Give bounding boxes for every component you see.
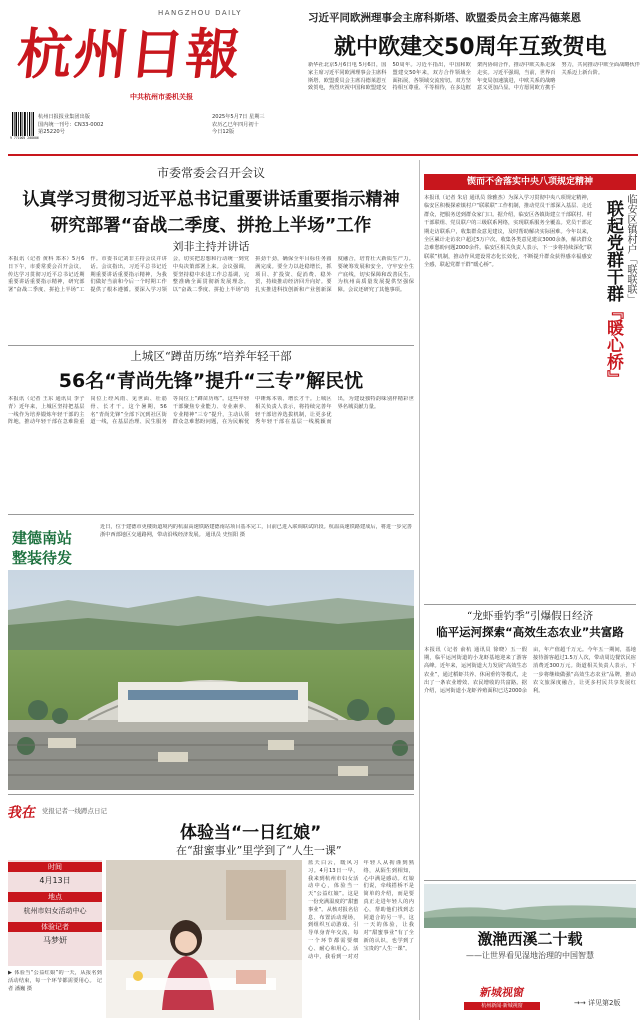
promo-subhead: ——让世界看见湿地治理的中国智慧: [466, 951, 594, 960]
top-news-kicker: 习近平同欧洲理事会主席科斯塔、欧盟委员会主席冯德莱恩: [308, 12, 581, 24]
story1-headline-line2: 研究部署“奋战二季度、拼抢上半场”工作: [50, 216, 372, 236]
edition-info: [38, 114, 120, 137]
photo1-title-line2: 整装待发: [12, 549, 73, 567]
info-value-place: 杭州市妇女活动中心: [23, 907, 87, 915]
info-panel: [8, 860, 102, 966]
story1-kicker: 市委常委会召开会议: [156, 166, 265, 180]
promo-headline: 激滟西溪二十载: [477, 930, 583, 948]
caption-arrow-icon: ▶: [8, 970, 13, 976]
info-row-place: [8, 892, 102, 920]
photo1-title-line1: 建德南站: [12, 529, 73, 547]
divider-2: [8, 514, 414, 515]
right-banner: 锲而不舍落实中央八项规定精神: [424, 174, 636, 190]
matchmaker-photo: [106, 860, 302, 1018]
edition-cn: 国内统一刊号：CN33-0002: [38, 121, 104, 128]
diary-photo-caption: [8, 970, 102, 1018]
promo-page-ref: 详见第2版: [587, 999, 621, 1007]
barcode-digits: 9 771005 208006: [10, 136, 39, 140]
story2-body: 本报讯（记者 王东 通讯员 李子青）近年来，上城区坚持把基层一线作为培养锻炼年轻干部的主阵地，推动年轻干部在急难险重岗位上经风雨、见世面、壮筋骨、长才干。这个暑期，56名“青尚先锋”全部下沉到社区街道一线，在基层治理、民生服务等岗位上“蹲苗历练”。这些年轻干部聚焦专业能力、专业素养、专业精神“三专”提升，主动认领群众急难愁盼问题，在为民解忧中锤炼本领、增长才干。上城区相关负责人表示，将持续完善年轻干部培养选拔机制，让更多优秀年轻干部在基层一线脱颖而出，为建设独特韵味别样精彩世界名城贡献力量。: [8, 396, 414, 426]
photo-story-jiande: [8, 518, 414, 790]
lunar-date: 农历乙巳年四月初十: [212, 121, 259, 128]
double-arrow-icon: →→: [574, 999, 586, 1007]
story-standing-committee: [8, 160, 414, 342]
story3-kicker: “龙虾垂钓季”引爆假日经济: [466, 610, 594, 622]
top-news: [308, 0, 640, 152]
divider-3: [8, 794, 414, 795]
linan-body: 本报讯（记者 朱启 通讯员 徐雅杰）为深入学习贯彻中央八项规定精神，临安区积极探索镇村户“联联联”工作机制，推动党员干部深入基层、走近群众，把服务送到群众家门口。据介绍，临安区各镇街建立干部联村、村干部联组、党员联户的三级联系网络，实现联系服务全覆盖。党员干部定期走访联系户，收集群众意见建议，及时帮助解决实际困难。今年以来，全区累计走访农户超过5万户次，收集各类意见建议3000余条，解决群众急难愁盼问题2000余件。临安区相关负责人表示，下一步将持续深化“联联联”机制，推动作风建设常态化长效化，不断提升群众获得感幸福感安全感，联起党群干群“暖心桥”。: [424, 195, 592, 269]
photo1-caption: 近日，位于建德市更楼街道境内的杭温高速铁路建德南站项目基本完工，目前已进入联调联试阶段。杭温高速铁路建成后，将进一步完善浙中西部地区交通路网，带动沿线经济发展。 通讯员 史恒阳 摄: [100, 524, 412, 538]
column-divider: [419, 160, 420, 1020]
edition-publisher: 杭州日报报业集团出版: [38, 114, 90, 120]
xixi-photo: [424, 884, 636, 928]
diary-caption-text: 体验当“公益红娘”的一天，从报名到活动结束，每一个环节都需要用心。 记者 潘巍 摄: [8, 970, 102, 992]
top-news-headline: 就中欧建交50周年互致贺电: [334, 35, 607, 60]
promo-page-link[interactable]: [574, 998, 636, 1008]
linan-headline-part2: 『暖心桥』: [603, 302, 623, 387]
promo-xixi: [424, 884, 636, 1020]
linan-headline-part1: 联起党群干群: [603, 200, 623, 302]
story4-body: 蓝天白云，暖风习习。4月13日一早，我来到杭州市妇女活动中心，体验当一天“公益红娘”。这是一份充满温度的“甜蜜事业”。从核对报名信息、布置活动现场，到组织互动游戏、引导单身青年交流，每一个环节都需要细心、耐心和用心。活动中，我看到一对对年轻人从拘谨到熟络，从陌生到相知，心中满是感动。红娘们说，牵线搭桥不是简单的介绍，而是要真正走进年轻人的内心，帮助他们找到志同道合的另一半。这一天的体验，让我对“甜蜜事业”有了全新的认识，也学到了宝贵的“人生一课”。: [308, 860, 414, 960]
story1-body: 本报讯（记者 黄科 郑本）5月6日下午，市委常委会召开会议，传达学习贯彻习近平总书记近期重要讲话重要指示精神，研究部署“奋战二季度、拼抢上半场”工作。市委书记刘非主持会议并讲话。会议指出，习近平总书记近期重要讲话重要指示精神，为我们做好当前和今后一个时期工作提供了根本遵循。要深入学习领会，切实把思想和行动统一到党中央决策部署上来。会议强调，要坚持稳中求进工作总基调，完整准确全面贯彻新发展理念，以“奋战二季度、拼抢上半场”的拼劲干劲，确保全年目标任务圆满完成。要全力以赴稳增长，抓项目、扩投资、促消费、稳外贸，持续推动经济回升向好。要扎实推进科技创新和产业创新深度融合，培育壮大新质生产力。要统筹发展和安全，守牢安全生产底线，切实保障和改善民生，为杭州高质量发展提供坚强保障。会议还研究了其他事项。: [8, 256, 414, 294]
story-matchmaker-diary: [8, 798, 414, 1020]
story4-headline: 体验当“一日红娘”: [180, 823, 322, 843]
divider-1: [8, 345, 414, 346]
date-block: [212, 114, 302, 137]
linan-headline: [598, 200, 622, 387]
date: 2025年5月7日 星期三: [212, 114, 265, 120]
info-value-time: 4月13日: [39, 876, 71, 885]
story1-headline-line1: 认真学习贯彻习近平总书记重要讲话重要指示精神: [22, 190, 400, 210]
top-news-body: 新华社北京5月6日电 5月6日，国家主席习近平同欧洲理事会主席科斯塔、欧盟委员会主席冯德莱恩互致贺电，热烈庆祝中国和欧盟建交50周年。习近平指出，中国和欧盟建交50年来，双方合作领域全面拓展，各领域交流密切。双方坚持相互尊重、平等相待，在多边框架内协调合作，推动中欧关系走深走实。习近平强调，当前，世界百年变局加速演进，中欧关系的战略意义更加凸显。中方愿同欧方携手努力，共同推动中欧全面战略伙伴关系迈上新台阶。: [308, 62, 640, 92]
masthead: [0, 0, 300, 152]
info-value-reporter: 马梦妍: [43, 936, 67, 945]
edition-number: 第25220号: [38, 129, 65, 136]
info-row-reporter: [8, 922, 102, 950]
masthead-title: 杭州日報: [14, 22, 246, 86]
story-linping: [424, 608, 636, 878]
info-row-time: [8, 862, 102, 890]
story2-kicker: 上城区“蹲苗历练”培养年轻干部: [130, 349, 292, 363]
diary-logo: 我在: [6, 805, 38, 821]
story1-byline: 刘非主持并讲话: [172, 240, 250, 253]
story3-headline: 临平运河探索“高效生态农业”共富路: [436, 625, 624, 639]
masthead-rule: [8, 154, 638, 156]
page-count: 今日12版: [212, 129, 235, 136]
story3-body: 本报讯（记者 俞杭 通讯员 徐晓）五一假期，临平运河街道的小龙虾基地迎来了游客高峰。近年来，运河街道大力发展“高效生态农业”，通过稻虾共养、休闲垂钓等模式，走出了一条农业增效、农民增收的共富路。据介绍，运河街道小龙虾养殖面积已达2000余亩，年产值超千万元。今年五一期间，基地接待游客超过1.5万人次，带动周边餐饮民宿消费近300万元。街道相关负责人表示，下一步将继续做强“高效生态农业”品牌，推动农文旅深度融合，让更多村民共享发展红利。: [424, 647, 636, 695]
masthead-publisher: 中共杭州市委机关报: [130, 93, 193, 101]
info-label-reporter: 体验记者: [8, 922, 102, 932]
diary-logo-sub: 党报记者一线蹲点日记: [42, 807, 107, 815]
story4-subhead: 在“甜蜜事业”里学到了“人生一课”: [176, 844, 342, 857]
promo-logo-sub: 杭州新闻·新城视窗: [464, 1002, 540, 1010]
promo-logo-main: 新城视窗: [479, 986, 525, 999]
photo1-title: [12, 528, 92, 568]
masthead-pinyin: HANGZHOU DAILY: [158, 9, 242, 17]
divider-right-2: [424, 880, 636, 881]
divider-right: [424, 604, 636, 605]
barcode: [10, 112, 39, 142]
linan-kicker: 临安区镇村户「联联联」: [625, 194, 636, 304]
story2-headline: 56名“青尚先锋”提升“三专”解民忧: [58, 370, 364, 392]
promo-logo: [464, 984, 540, 1018]
story-linan: [424, 194, 636, 600]
info-label-time: 时间: [8, 862, 102, 872]
story-young-cadres: [8, 348, 414, 513]
station-photo: [8, 570, 414, 790]
info-label-place: 地点: [8, 892, 102, 902]
